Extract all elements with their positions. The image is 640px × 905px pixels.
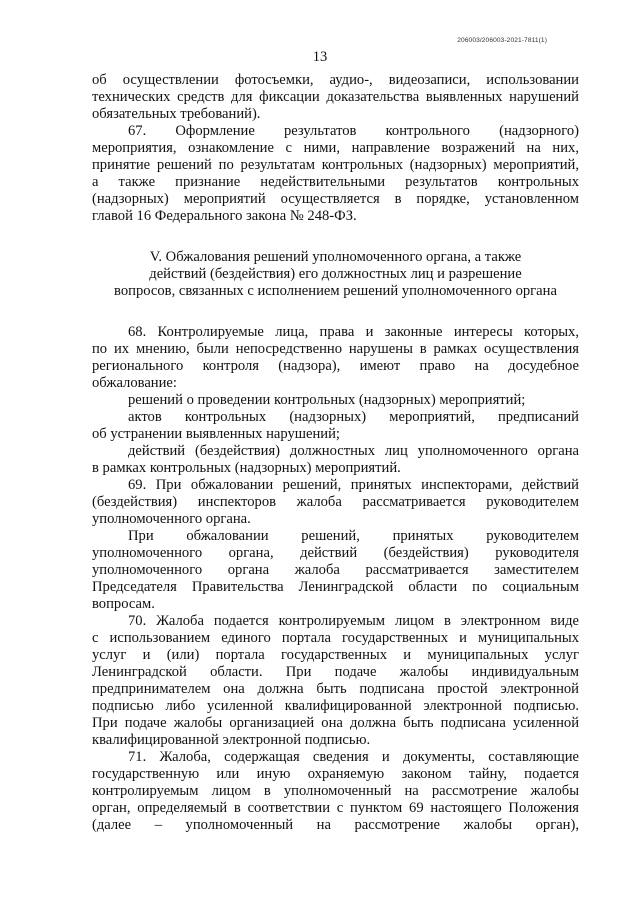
text-line: уполномоченного органа, действий (бездействия) руководителя (92, 545, 579, 561)
text-line: 70. Жалоба подается контролируемым лицом в электронном виде (128, 613, 579, 629)
paragraph (92, 324, 579, 392)
text-line: услуг и (или) портала государственных и муниципальных услуг (92, 647, 579, 663)
text-line: квалифицированной электронной подписью. (92, 732, 371, 748)
text-line: вопросам. (92, 596, 155, 612)
text-line: уполномоченного органа. (92, 511, 251, 527)
text-line: регионального контроля (надзора), имеют право на досудебное (92, 358, 579, 374)
text-line: с использованием единого портала государственных и муниципальных (92, 630, 579, 646)
text-line: государственную или иную охраняемую законом тайну, подается (92, 766, 579, 782)
text-line: главой 16 Федерального закона № 248-ФЗ. (92, 208, 357, 224)
page-number: 13 (312, 49, 328, 65)
text-line: 68. Контролируемые лица, права и законные интересы которых, (128, 324, 579, 340)
text-line: действий (бездействия) должностных лиц уполномоченного органа (128, 443, 579, 459)
text-line: принятие решений по результатам контрольных (надзорных) мероприятий, (92, 157, 579, 173)
text-line: в рамках контрольных (надзорных) мероприятий. (92, 460, 401, 476)
text-line: актов контрольных (надзорных) мероприятий, предписаний (128, 409, 579, 425)
text-line: 69. При обжаловании решений, принятых инспекторами, действий (128, 477, 579, 493)
paragraph (92, 477, 579, 528)
document-registration-number: 206003/206003-2021-7811(1) (457, 37, 547, 44)
text-line: мероприятия, ознакомление с ними, направление возражений на них, (92, 140, 579, 156)
paragraph (92, 443, 579, 477)
heading-line: вопросов, связанных с исполнением решений уполномоченного органа (114, 283, 557, 299)
section-spacer (92, 300, 579, 324)
text-line: 67. Оформление результатов контрольного (надзорного) (128, 123, 579, 139)
text-line: об осуществлении фотосъемки, аудио-, видеозаписи, использовании (92, 72, 579, 88)
paragraph (92, 528, 579, 613)
text-line: Ленинградской области. При подаче жалобы индивидуальным (92, 664, 579, 680)
text-line: контролируемым лицом в уполномоченный на рассмотрение жалобы (92, 783, 579, 799)
text-line: решений о проведении контрольных (надзорных) мероприятий; (128, 392, 526, 408)
text-line: об устранении выявленных нарушений; (92, 426, 340, 442)
text-line: а также признание недействительными результатов контрольных (92, 174, 579, 190)
heading-line: V. Обжалования решений уполномоченного органа, а также (149, 249, 522, 265)
section-spacer (92, 225, 579, 249)
text-line: Председателя Правительства Ленинградской области по социальным (92, 579, 579, 595)
text-line: При подаче жалобы организацией она должна быть подписана усиленной (92, 715, 579, 731)
text-line: (надзорных) мероприятий осуществляется в порядке, установленном (92, 191, 579, 207)
text-line: технических средств для фиксации доказательства выявленных нарушений (92, 89, 579, 105)
text-line: предпринимателем она должна быть подписана простой электронной (92, 681, 579, 697)
paragraph (92, 123, 579, 225)
paragraph (92, 613, 579, 749)
text-line: 71. Жалоба, содержащая сведения и документы, составляющие (128, 749, 579, 765)
text-line: орган, определяемый в соответствии с пунктом 69 настоящего Положения (92, 800, 579, 816)
text-line: (бездействия) инспекторов жалоба рассматривается руководителем (92, 494, 579, 510)
text-line: При обжаловании решений, принятых руководителем (128, 528, 579, 544)
paragraph (92, 392, 579, 409)
text-line: обжалование: (92, 375, 177, 391)
paragraph (92, 72, 579, 123)
paragraph (92, 749, 579, 834)
paragraph (92, 409, 579, 443)
text-line: (далее – уполномоченный на рассмотрение жалобы орган), (92, 817, 579, 833)
document-body (92, 72, 579, 834)
text-line: по их мнению, были непосредственно нарушены в рамках осуществления (92, 341, 579, 357)
heading-line: действий (бездействия) его должностных лиц и разрешение (149, 266, 522, 282)
text-line: обязательных требований). (92, 106, 261, 122)
section-heading (92, 249, 579, 300)
text-line: подписью либо усиленной квалифицированной электронной подписью. (92, 698, 579, 714)
text-line: уполномоченного органа жалоба рассматривается заместителем (92, 562, 579, 578)
